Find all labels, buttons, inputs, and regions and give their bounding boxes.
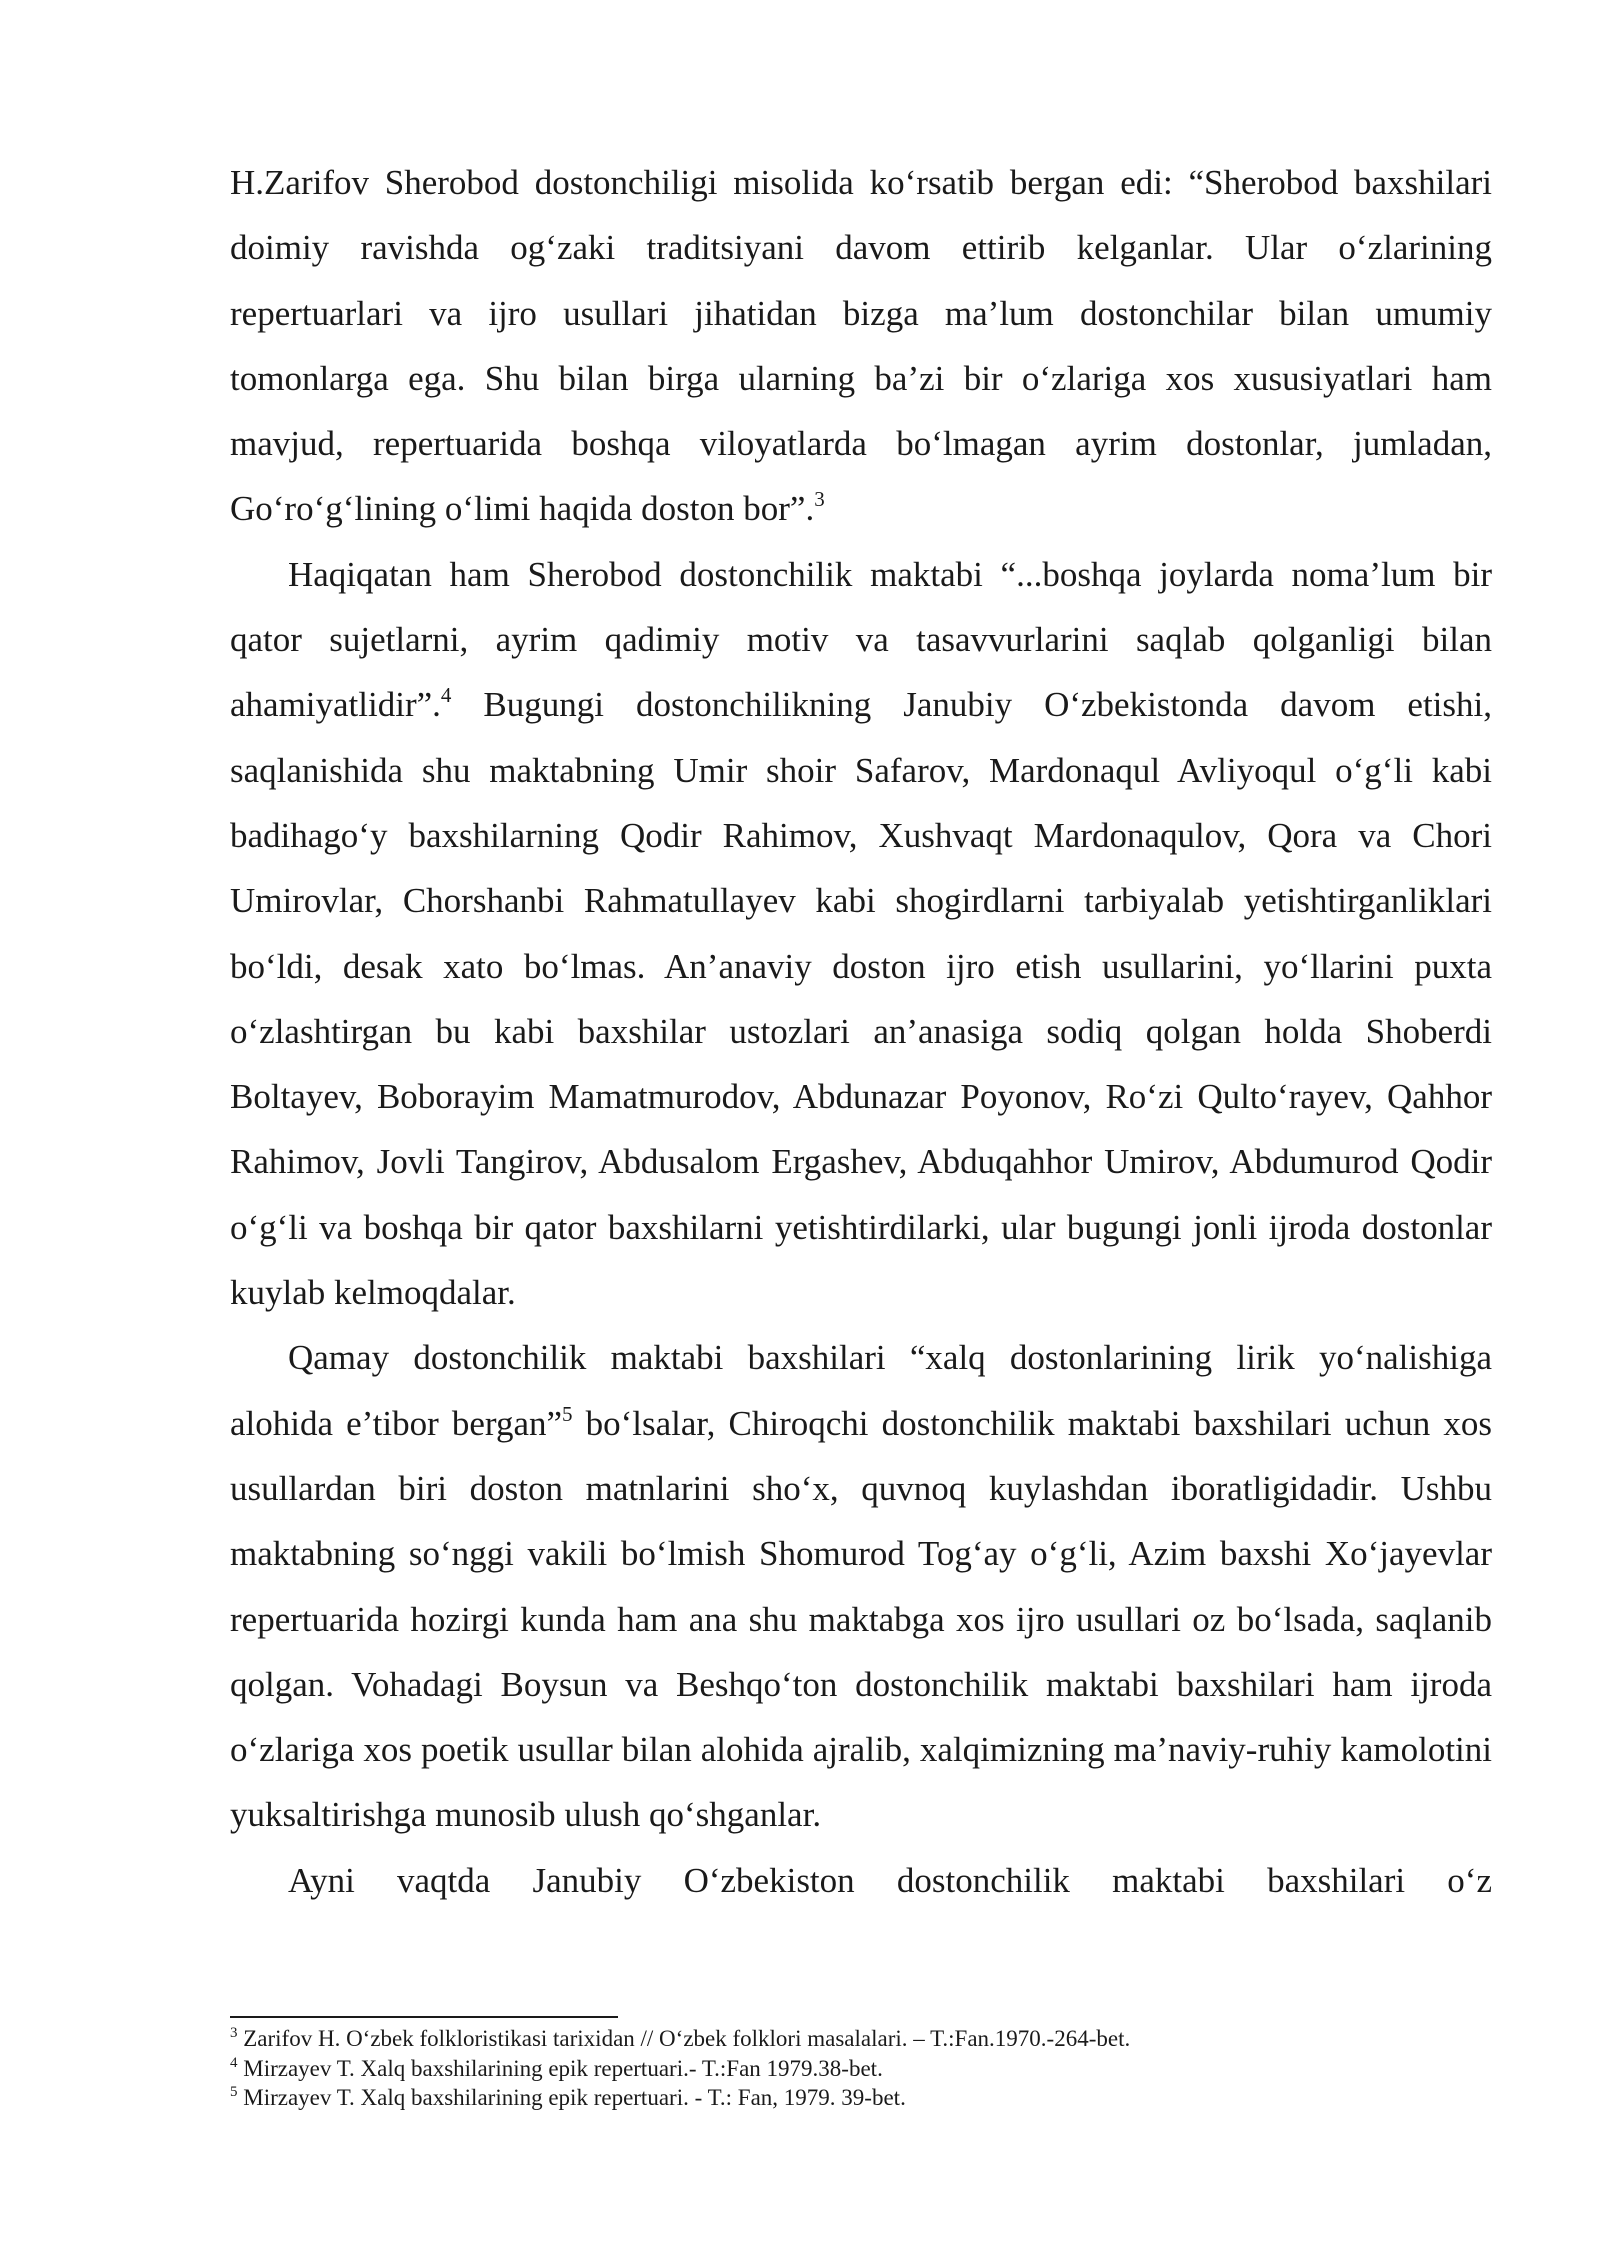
paragraph-2-text-end: Bugungi dostonchilikning Janubiy O‘zbekistonda davom etishi, saqlanishida shu maktabning Umir shoir Safarov, Mardonaqul Avliyoqul o‘g‘li kabi badihago‘y baxshilarning Qodir Rahimov, Xushvaqt Mardonaqulov, Qora va Chori Umirovlar, Chorshanbi Rahmatullayev kabi shogirdlarni tarbiyalab yetishtirganliklari bo‘ldi, desak xato bo‘lmas. An’anaviy doston ijro etish usullarini, yo‘llarini puxta o‘zlashtirgan bu kabi baxshilar ustozlari an’anasiga sodiq qolgan holda Shoberdi Boltayev, Boborayim Mamatmurodov, Abdunazar Poyonov, Ro‘zi Qulto‘rayev, Qahhor Rahimov, Jovli Tangirov, Abdusalom Ergashev, Abduqahhor Umirov, Abdumurod Qodir o‘g‘li va boshqa bir qator baxshilarni yetishtirdilarki, ular bugungi jonli ijroda dostonlar kuylab kelmoqdalar. (230, 685, 1492, 1313)
footnote-ref-4[interactable]: 4 (440, 683, 452, 708)
footnote-text: Zarifov H. O‘zbek folkloristikasi tarixidan // O‘zbek folklori masalalari. – T.:Fan.1970.-264-bet. (237, 2026, 1131, 2051)
footnote-ref-3[interactable]: 3 (814, 487, 825, 512)
paragraph-3-text-end: bo‘lsalar, Chiroqchi dostonchilik maktabi baxshilari uchun xos usullardan biri doston matnlarini sho‘x, quvnoq kuylashdan iboratligidadir. Ushbu maktabning so‘nggi vakili bo‘lmish Shomurod Tog‘ay o‘g‘li, Azim baxshi Xo‘jayevlar repertuarida hozirgi kunda ham ana shu maktabga xos ijro usullari oz bo‘lsada, saqlanib qolgan. Vohadagi Boysun va Beshqo‘ton dostonchilik maktabi baxshilari ham ijroda o‘zlariga xos poetik usullar bilan alohida ajralib, xalqimizning ma’naviy-ruhiy kamolotini yuksaltirishga munosib ulush qo‘shganlar. (230, 1403, 1492, 1835)
footnote-4 (230, 2054, 1492, 2084)
footnote-separator (230, 2016, 618, 2018)
paragraph-3-text-start: Qamay dostonchilik maktabi baxshilari “xalq dostonlarining lirik yo‘nalishiga alohida e’tibor bergan” (230, 1338, 1492, 1443)
footnote-ref-5[interactable]: 5 (562, 1401, 573, 1426)
footnote-text: Mirzayev T. Xalq baxshilarining epik repertuari. - T.: Fan, 1979. 39-bet. (237, 2085, 906, 2110)
footnote-5 (230, 2083, 1492, 2113)
footnote-number: 4 (230, 2054, 238, 2071)
paragraph-1 (230, 150, 1492, 542)
footnote-number: 3 (230, 2025, 238, 2041)
paragraph-2-text-start: Haqiqatan ham Sherobod dostonchilik maktabi “...boshqa joylarda noma’lum bir qator sujetlarni, ayrim qadimiy motiv va tasavvurlarini saqlab qolganligi bilan ahamiyatlidir”. (230, 554, 1492, 725)
paragraph-4-text: Ayni vaqtda Janubiy O‘zbekiston dostonchilik maktabi baxshilari o‘z (288, 1860, 1492, 1900)
paragraph-4 (230, 1848, 1492, 1913)
paragraph-1-text: H.Zarifov Sherobod dostonchiligi misolida ko‘rsatib bergan edi: “Sherobod baxshilari doimiy ravishda og‘zaki traditsiyani davom ettirib kelganlar. Ular o‘zlarining repertuarlari va ijro usullari jihatidan bizga ma’lum dostonchilar bilan umumiy tomonlarga ega. Shu bilan birga ularning ba’zi bir o‘zlariga xos xususiyatlari ham mavjud, repertuarida boshqa viloyatlarda bo‘lmagan ayrim dostonlar, jumladan, Go‘ro‘g‘lining o‘limi haqida doston bor”. (230, 163, 1492, 529)
footnote-3 (230, 2024, 1492, 2054)
body-text (230, 150, 1492, 1913)
footnote-number: 5 (230, 2084, 238, 2100)
footnotes (230, 2024, 1492, 2113)
paragraph-3 (230, 1325, 1492, 1847)
paragraph-2 (230, 542, 1492, 1326)
footnote-text: Mirzayev T. Xalq baxshilarining epik repertuari.- T.:Fan 1979.38-bet. (237, 2055, 883, 2081)
